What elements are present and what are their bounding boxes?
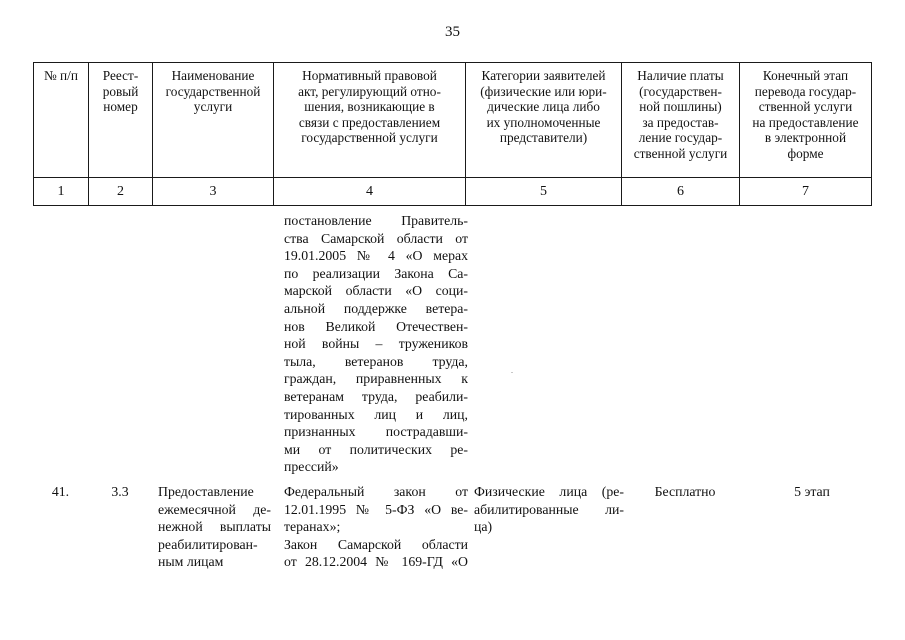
header-col-legal-act: Нормативный правовой акт, регулирующий отно- шения, возникающие в связи с предоставлением государственной услуги [274, 63, 466, 178]
header-col-applicants: Категории заявителей (физические или юри- дические лица либо их уполномоченные представители) [466, 63, 622, 178]
header-col-registry: Реест- ровый номер [89, 63, 153, 178]
row41-legal-act: Федеральный закон от 12.01.1995 № 5-ФЗ «О ве- теранах»; Закон Самарской области от 28.12.2004 № 169-ГД «О [284, 484, 468, 570]
column-number-3: 3 [153, 178, 274, 206]
row41-service-name: Предоставление ежемесячной де- нежной выплаты реабилитирован- ным лицам [158, 484, 271, 570]
column-number-6: 6 [622, 178, 740, 206]
header-col-number: № п/п [34, 63, 89, 178]
row41-final-stage: 5 этап [794, 484, 830, 499]
column-number-1: 1 [34, 178, 89, 206]
table-header [33, 62, 872, 206]
row41-number: 41. [51, 484, 70, 499]
column-number-4: 4 [274, 178, 466, 206]
header-col-final-stage: Конечный этап перевода государ- ственной услуги на предоставление в электронной форме [740, 63, 872, 178]
page-number: 35 [445, 24, 460, 40]
header-numbers-row [34, 178, 872, 206]
column-number-7: 7 [740, 178, 872, 206]
header-titles-row [34, 63, 872, 178]
row41-registry-number: 3.3 [111, 484, 129, 499]
continued-legal-act-text: постановление Правитель- ства Самарской области от 19.01.2005 № 4 «О мерах по реализации Закона Са- марской области «О соци- альной поддержке ветера- нов Великой Отечествен- ной войны – тружеников тыла, ветеранов труда, граждан, приравненных к ветеранам труда, реабили- тированных лиц и лиц, признанных пострадавши- ми от политических ре- прессий» [284, 213, 468, 475]
row41-applicant-category: Физические лица (ре- абилитированные ли- ца) [474, 484, 624, 535]
column-number-5: 5 [466, 178, 622, 206]
column-number-2: 2 [89, 178, 153, 206]
row41-fee: Бесплатно [654, 484, 716, 499]
scan-speck [511, 372, 513, 373]
header-col-service-name: Наименование государственной услуги [153, 63, 274, 178]
header-col-fee: Наличие платы (государствен- ной пошлины) за предостав- ление государ- ственной услуги [622, 63, 740, 178]
